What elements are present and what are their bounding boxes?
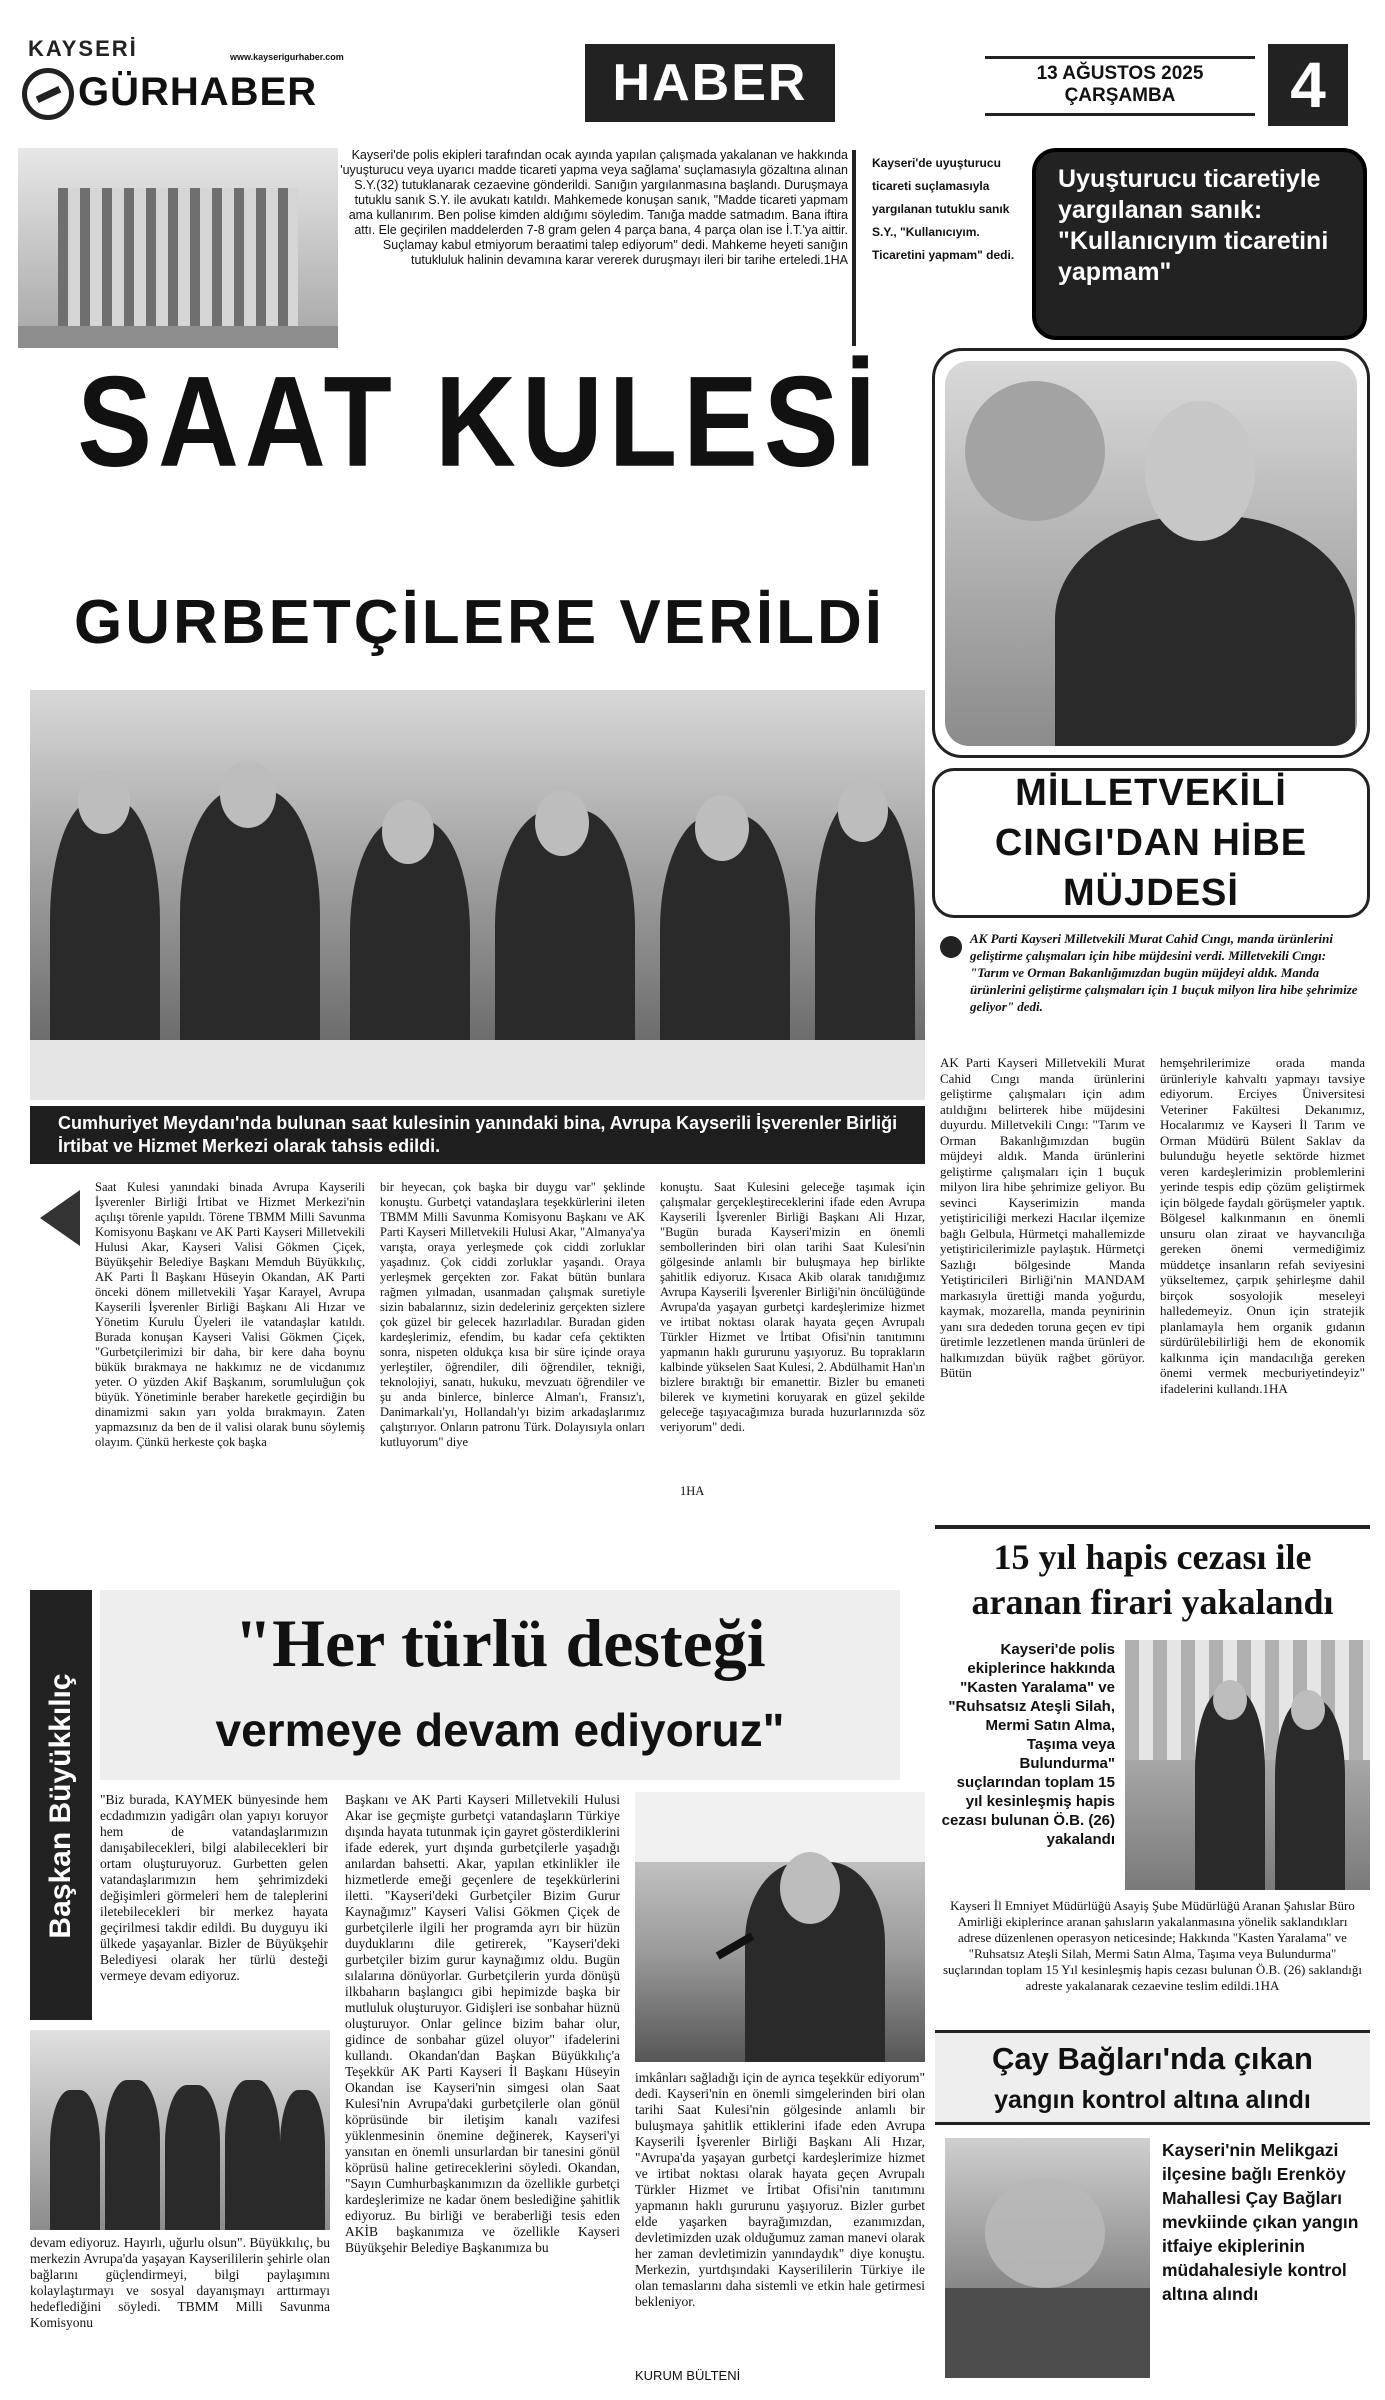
baskan-col-3: imkânları sağladığı için de ayrıca teşekkür ediyorum" dedi. Kayseri'nin en önemli simgelerinden biri olan tarihi Saat Kulesi'nin gölgesinde anlamlı bir buluşmaya şahitlik ettiklerini ifade eden Avrupa Kayserili İşverenler Birliği Başkanı Ali Hızar, "Avrupa'da yaşayan gurbetçi kardeşlerimize hizmet ve irtibat noktası olarak hayata geçen Avrupalı Türkler Hizmet ve İrtibat Ofisi'nin tanıtımını yapmanın haklı gururunu yaşıyoruz. Bizler gurbet elde yaşarken bayrağımızdan, ezanımızdan, devletimizden uzak olduğumuz zaman manevi olarak her zaman devletimizin yanındaydık" diye konuştu. Merkezin, yurtdışındaki Kayserililerin Türkiye ile olan temaslarını daha sistemli ve etkin hale getirmesi bekleniyor. bbox=[635, 2070, 925, 2309]
baskan-col-1: "Biz burada, KAYMEK bünyesinde hem ecdadımızın yadigârı olan yapıyı koruyor hem de vatandaşlarımızın danışabilecekleri, bilgi alabilecekleri bir ortam oluşturuyoruz. Gurbetten gelen vatandaşlarımızın hem şehrimizdeki değişimleri görmeleri hem de taleplerini iletebilecekleri bir merkez hayata geçirilmesi takdir edildi. Bu duyguyu iki ülkede yaşayanlar. Bizler de Büyükşehir Belediyesi olarak her türlü desteği vermeye devam ediyoruz. bbox=[100, 1792, 328, 1983]
baskan-col-1b: devam ediyoruz. Hayırlı, uğurlu olsun". Büyükkılıç, bu merkezin Avrupa'da yaşayan Kayserililerin şehirle olan bağlarını güçlendirmeyi, bilgi paylaşımını kolaylaştırmayı ve sosyal dayanışmayı arttırmayı hedeflediğini söyledi. TBMM Milli Savunma Komisyonu bbox=[30, 2235, 330, 2330]
courthouse-photo bbox=[18, 148, 338, 348]
masthead-logo: GÜRHABER bbox=[78, 70, 318, 114]
arrest-photo bbox=[1125, 1640, 1370, 1890]
arrow-icon bbox=[40, 1190, 80, 1246]
main-col-1: Saat Kulesi yanındaki binada Avrupa Kayserili İşverenler Birliği İrtibat ve Hizmet Merkezi'nin açılışı törenle yapıldı. Törene TBMM Milli Savunma Komisyonu Başkanı ve AK Parti Kayseri Milletvekili Hulusi Akar, Kayseri Valisi Gökmen Çiçek, Büyükşehir Belediye Başkanı Memduh Büyükkılıç, AK Parti İl Başkanı Hüseyin Okandan, AK Parti önceki dönem milletvekili Yaşar Karayel, Avrupa Kayserili İşverenler Birliği Başkanı Ali Hızar ve Yönetim Kurulu Üyeleri ile vatandaşlar katıldı. Burada konuşan Kayseri Valisi Gökmen Çiçek, "Gurbetçilerimizi bir daha, bir kere daha boynu bükük bırakmaya ne hakkımız ne de vicdanımız yeter. O yüzden Akif Başkanım, sorumluluğun çok büyük. Yönetiminle beraber hareketle geçirdiğin bu dinamizmi sakın yarı yolda bırakmayın. Zaten yapmazsınız da ben de il valisi olarak bunu söylemiş olayım. Çünkü herkeste çok başka bbox=[95, 1180, 365, 1449]
right-col-1: AK Parti Kayseri Milletvekili Murat Cahid Cıngı manda ürünlerini geliştirme çalışmaları için adım atıldığını belirterek hibe müjdesini duyurdu. Milletvekili Cıngı: "Tarım ve Orman Bakanlığımızdan bugün müjdeyi aldık. Manda ürünlerini geliştirme çalışmaları için 1 buçuk milyon lira hibe şehrimize geliyor. Bu sevinci Kayserimizin manda yetiştiriciliği merkezi Hacılar ilçemize bağlı Gelbula, Hürmetçi mahallemizde yetiştiricilerimizle paylaştık. Hürmetçi Sazlığı bölgesinde Manda Yetiştiricileri Birliği'nin MANDAM markasıyla ürettiği manda yoğurdu, kaymak, mozarella, manda peynirinin yanı sıra dededen toruna geçen ev tipi üretimle lezzetlenen manda ürünleri de halkımızdan büyük rağbet görüyor. Bütün bbox=[940, 1055, 1145, 1380]
main-source: 1HA bbox=[680, 1484, 705, 1498]
logo-icon bbox=[22, 68, 74, 120]
baskan-headline-2: vermeye devam ediyoruz" bbox=[215, 1704, 785, 1756]
main-headline-2: GURBETÇİLERE VERİLDİ bbox=[74, 588, 885, 657]
firari-headline-2: aranan firari yakalandı bbox=[971, 1582, 1334, 1622]
right-headline-box bbox=[932, 768, 1370, 918]
cay-headline-box bbox=[935, 2030, 1370, 2125]
main-headline-1: SAAT KULESİ bbox=[77, 349, 882, 494]
mp-photo-frame bbox=[932, 348, 1370, 758]
top-story-headline-box bbox=[1032, 148, 1367, 340]
baskan-source: KURUM BÜLTENİ bbox=[635, 2368, 741, 2383]
fire-photo bbox=[945, 2138, 1150, 2378]
firari-spot: Kayseri'de polis ekiplerince hakkında "Kasten Yaralama" ve "Ruhsatsız Ateşli Silah, Mermi Satın Alma, Taşıma veya Bulundurma" suçlarından toplam 15 yıl kesinleşmiş hapis cezası bulunan Ö.B. (26) yakalandı bbox=[941, 1641, 1115, 1848]
top-story-divider bbox=[852, 150, 856, 346]
main-col-3: konuştu. Saat Kulesini geleceğe taşımak için çalışmalar gerçekleştireceklerini ifade eden Avrupa Kayserili İşverenler Birliği Başkanı Ali Hızar, "Bugün burada Kayseri'mizin en önemli sembollerinden biri olan tarihi Saat Kulesi'nin gölgesinde anlamlı bir buluşmaya hep birlikte şahitlik ediyoruz. Kısaca Akib olarak tanıdığımız Avrupa Kayserili İşverenler Birliği'nin öncülüğünde Avrupa'da yaşayan gurbetçi kardeşlerimize hizmet ve irtibat noktası olarak hayata geçen Avrupalı Türkler Hizmet ve İrtibat Ofisi'nin tanıtımını yapmanın haklı gururunu yaşıyoruz. Bu toprakların kalbinde yükselen Saat Kulesi, 2. Abdülhamit Han'ın bizlere bıraktığı bir emanettir. Bizler bu emaneti bilerek ve kıymetini koruyarak en güzel şekilde geleceğe taşıyacağımıza burada huzurlarınızda söz veriyorum" dedi. bbox=[660, 1180, 925, 1434]
firari-rule bbox=[935, 1525, 1370, 1529]
page-number-box bbox=[1268, 44, 1348, 126]
date-block bbox=[985, 56, 1255, 116]
firari-headline-1: 15 yıl hapis cezası ile bbox=[993, 1537, 1312, 1577]
bullet-icon bbox=[940, 936, 962, 958]
right-col-2: hemşehrilerimize orada manda ürünleriyle kahvaltı yapmayı tavsiye ediyorum. Erciyes Üniversitesi Veteriner Fakültesi Dekanımız, Hocalarımız ve Kayseri İl Tarım ve Orman Müdürü Bülent Saklav da bulunduğu heyetle sektörde hizmet veren kardeşlerimizin problemlerini yerinde tespis edip çözüm geliştirmek için bölgede faydalı görüşmeler yaptık. Bölgesel kalkınmanın en önemli unsuru olan ziraat ve hayvancılığa gereken önemi vermediğimiz müddetçe insanların refah seviyesini yükseltemez, çarpık şehirleşme dahil birçok sosyolojik meseleyi halledemeyiz. Onun için stratejik planlamayla hem organik gıdanın sürdürülebilirliği hem de ekonomik kalkınma için mandacılığa gereken önemi vermek mecburiyetindeyiz" ifadelerini kullandı.1HA bbox=[1160, 1055, 1365, 1396]
issue-day: ÇARŞAMBA bbox=[1064, 85, 1176, 106]
right-headline: MİLLETVEKİLİ CINGI'DAN HİBE MÜJDESİ bbox=[994, 772, 1308, 914]
main-caption: Cumhuriyet Meydanı'nda bulunan saat kulesinin yanındaki bina, Avrupa Kayserili İşverenler Birliği İrtibat ve Hizmet Merkezi olarak tahsis edildi. bbox=[58, 1113, 898, 1156]
cay-spot: Kayseri'nin Melikgazi ilçesine bağlı Erenköy Mahallesi Çay Bağları mevkiinde çıkan yangın itfaiye ekiplerinin müdahalesiyle kontrol altına alındı bbox=[1162, 2140, 1359, 2304]
top-story-headline: Uyuşturucu ticaretiyle yargılanan sanık: "Kullanıcıyım ticaretini yapmam" bbox=[1058, 165, 1329, 286]
baskan-side-label: Başkan Büyükkılıç bbox=[44, 1673, 77, 1939]
cay-headline-2: yangın kontrol altına alındı bbox=[994, 2086, 1311, 2114]
ceremony-photo bbox=[30, 690, 925, 1100]
masthead bbox=[0, 0, 1385, 138]
baskan-headline-1: "Her türlü desteği bbox=[234, 1605, 766, 1681]
section-banner bbox=[585, 44, 835, 122]
baskan-col-2: Başkanı ve AK Parti Kayseri Milletvekili Hulusi Akar ise geçmişte gurbetçi vatandaşların Türkiye dışında hayata tutunmak için gayret gösterdiklerini ifade ederek, yurt dışında gurbetçilerle yaşadığı anılardan bahsetti. Akar, yapılan etkinlikler ile hizmetlerde emeği geçenlere de teşekkürlerini iletti. "Kayseri'deki Gurbetçiler Bizim Gurur Kaynağımız" Kayseri Valisi Gökmen Çiçek de gurbetçilerle ilgili her programda ayrı bir hüzün duyduklarını dile getirerek, "Kayseri'deki gurbetçiler bizim gurur kaynağımız oldu. Bugün sılalarına dönüyorlar. Gurbetçilerin yurda dönüşü ilkbaharın başlangıcı gibi hepimizde başka bir mutluluk oluşturuyor. Gidişleri ise sonbahar hüznü oluşturuyor. Onlar gelince bizim bahar olur, gidince de sonbahar güzel oluyor" ifadelerini kullandı. Okandan'dan Başkan Büyükkılıç'a Teşekkür AK Parti Kayseri İl Başkanı Hüseyin Okandan ise Kayseri'nin simgesi olan Saat Kulesi'nin Avrupa'daki gurbetçilerle olan gönül köprüsünde bir iletişim kanalı vazifesi yüklenmesinin önemine değinerek, Kayseri'yi yansıtan en önemli unsurlardan bir tanesini gönül köprüsü haline getireceklerini söyledi. Okandan, "Sayın Cumhurbaşkanımızın da özellikle gurbetçi kardeşlerimize ne kadar önem beslediğine şahitlik ediyoruz. Bu birliği ve beraberliği tesis eden AKİB başkanımıza ve özellikle Kayseri Büyükşehir Belediye Başkanımıza bu bbox=[345, 1792, 620, 2255]
main-col-2: bir heyecan, çok başka bir duygu var" şeklinde konuştu. Gurbetçi vatandaşlara teşekkürlerini ileten TBMM Milli Savunma Komisyonu Başkanı ve AK Parti Kayseri Milletvekili Hulusi Akar, "Almanya'ya varışta, oraya yerleşmede çok ciddi zorluklar yaşadınız. Çok ciddi zorluklar yaşandı. Oraya yerleşmek gerçekten zor. Fakat bütün bunlara rağmen yılmadan, usanmadan çalışmak suretiyle sizin babalarınız, sizin dedeleriniz gerçekten sizlere çok güzel bir gelecek hazırladılar. Buradan giden kardeşlerimiz, efendim, bu kadar cefa çektikten sonra, nispeten oldukça kısa bir süre içinde oraya yerleştiler, öğrendiler, dili öğrendiler, tekniği, teknolojiyi, sanatı, hukuku, mevzuatı öğrendiler ve şu anda binlerce, binlerce Alman'ı, Fransız'ı, Danimarkalı'yı, Hollandalı'yı bizim arkadaşlarımız çalıştırıyor. Onların patronu Türk. Dolayısıyla onları kutluyorum" diye bbox=[380, 1180, 645, 1449]
masthead-city: KAYSERİ bbox=[28, 36, 138, 61]
cay-headline-1: Çay Bağları'nda çıkan bbox=[992, 2041, 1313, 2076]
mayor-speech-photo bbox=[635, 1792, 925, 2062]
baskan-side-bar bbox=[30, 1590, 92, 2020]
baskan-group-photo bbox=[30, 2030, 330, 2230]
top-story-spot: Kayseri'de uyuşturucu ticareti suçlamasıyla yargılanan tutuklu sanık S.Y., "Kullanıcıyım. Ticaretini yapmam" dedi. bbox=[872, 156, 1015, 262]
firari-body: Kayseri İl Emniyet Müdürlüğü Asayiş Şube Müdürlüğü Aranan Şahıslar Büro Amirliği ekiplerince aranan şahısların yakalanmasına yönelik saklandıkları adrese düzenlenen operasyon neticesinde; Hakkında "Kasten Yaralama" ve "Ruhsatsız Ateşli Silah, Mermi Satın Alma, Taşıma veya Bulundurma" suçlarından toplam 15 Yıl kesinleşmiş hapis cezası bulunan Ö.B. (26) saklandığı adreste yakalanarak cezaevine teslim edildi.1HA bbox=[942, 1898, 1363, 1993]
issue-date: 13 AĞUSTOS 2025 bbox=[1036, 63, 1204, 84]
baskan-headline-box bbox=[100, 1590, 900, 1780]
masthead-url: www.kayserigurhaber.com bbox=[230, 52, 344, 62]
section-label: HABER bbox=[612, 54, 808, 112]
caption-bar bbox=[30, 1106, 925, 1164]
page-number: 4 bbox=[1290, 49, 1326, 121]
top-story-body: Kayseri'de polis ekipleri tarafından ocak ayında yapılan çalışmada yakalanan ve hakkında 'uyuşturucu veya uyarıcı madde ticareti yapma veya sağlama' suçlamasıyla gözaltına alınan S.Y.(32) tutuklanarak cezaevine gönderildi. Sanığın yargılanmasına başlandı. Duruşmaya tutuklu sanık S.Y. ile avukatı katıldı. Mahkemede konuşan sanık, "Madde ticareti yapmam ama kullanırım. Ben polise kimden aldığımı söyledim. Tanığa madde satmadım. Bana iftira attı. Ele geçirilen maddelerden 7-8 gram gelen 4 parça bana, 4 parça olan ise İ.T.'ya aittir. Suçlamay kabul etmiyorum beraatimi talep ediyorum" dedi. Mahkeme heyeti sanığın tutukluluk halinin devamına karar vererek duruşmayı ileri bir tarihe erteledi.1HA bbox=[340, 148, 848, 267]
right-spot: AK Parti Kayseri Milletvekili Murat Cahid Cıngı, manda ürünlerini geliştirme çalışmaları için hibe müjdesini verdi. Milletvekili Cıngı: "Tarım ve Orman Bakanlığımızdan bugün müjdeyi aldık. Manda ürünlerini geliştirme çalışmaları için 1 buçuk milyon lira hibe şehrimize geliyor" dedi. bbox=[970, 931, 1358, 1014]
